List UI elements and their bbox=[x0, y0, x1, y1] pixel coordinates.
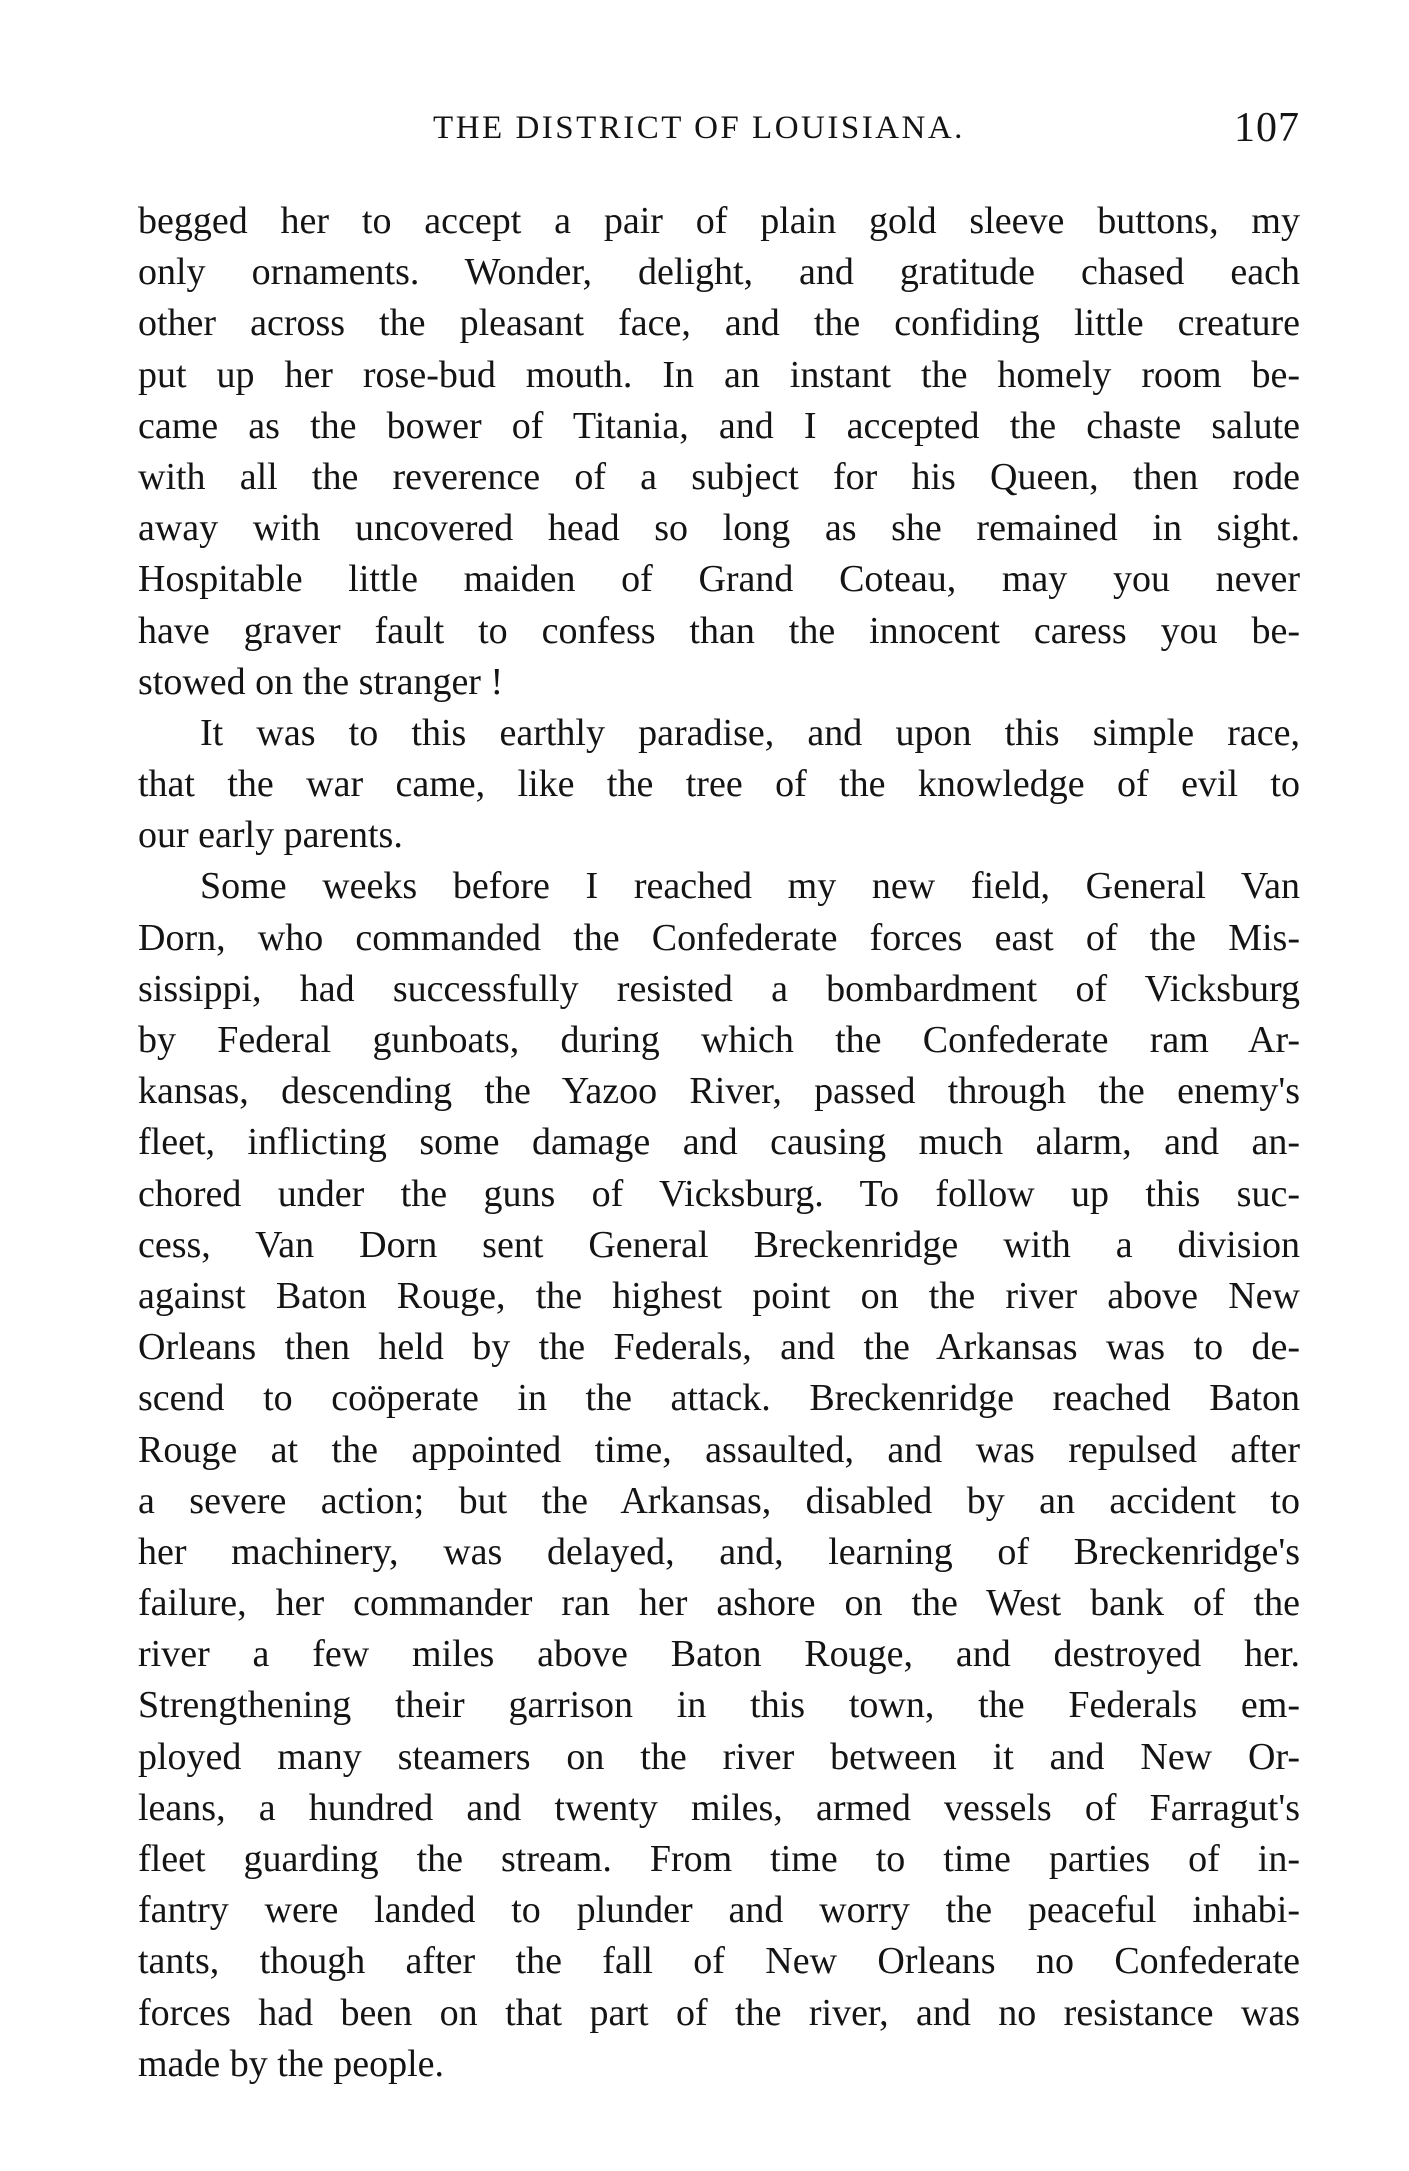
text-line: with all the reverence of a subject for his Queen, then rode bbox=[138, 455, 1300, 498]
paragraph-2 bbox=[138, 708, 1300, 862]
body-text bbox=[138, 196, 1300, 2090]
text-line: Hospitable little maiden of Grand Coteau, may you never bbox=[138, 558, 1300, 601]
text-line: only ornaments. Wonder, delight, and gratitude chased each bbox=[138, 251, 1300, 294]
text-line: her machinery, was delayed, and, learning of Breckenridge's bbox=[138, 1530, 1300, 1573]
text-line: by Federal gunboats, during which the Confederate ram Ar- bbox=[138, 1019, 1300, 1061]
paragraph-1 bbox=[138, 196, 1300, 708]
text-line: Rouge at the appointed time, assaulted, and was repulsed after bbox=[138, 1428, 1300, 1471]
text-line: forces had been on that part of the river, and no resistance was bbox=[138, 1991, 1300, 2034]
text-line: Strengthening their garrison in this town, the Federals em- bbox=[138, 1684, 1300, 1727]
text-line: failure, her commander ran her ashore on the West bank of the bbox=[138, 1582, 1300, 1625]
text-line: away with uncovered head so long as she remained in sight. bbox=[138, 507, 1300, 550]
text-line: have graver fault to confess than the innocent caress you be- bbox=[138, 609, 1300, 652]
text-line: put up her rose-bud mouth. In an instant the homely room be- bbox=[138, 353, 1300, 396]
text-line: stowed on the stranger ! bbox=[138, 660, 504, 703]
text-line: sissippi, had successfully resisted a bombardment of Vicksburg bbox=[138, 967, 1300, 1010]
text-line: It was to this earthly paradise, and upon this simple race, bbox=[200, 711, 1300, 754]
text-line: begged her to accept a pair of plain gold sleeve buttons, my bbox=[138, 200, 1300, 242]
text-line: Orleans then held by the Federals, and the Arkansas was to de- bbox=[138, 1326, 1300, 1369]
running-head bbox=[138, 104, 1300, 164]
paragraph-3 bbox=[138, 861, 1300, 2090]
text-line: against Baton Rouge, the highest point on the river above New bbox=[138, 1274, 1300, 1317]
text-line: that the war came, like the tree of the knowledge of evil to bbox=[138, 763, 1300, 806]
text-line: fantry were landed to plunder and worry the peaceful inhabi- bbox=[138, 1889, 1300, 1932]
text-line: came as the bower of Titania, and I accepted the chaste salute bbox=[138, 404, 1300, 447]
text-line: ployed many steamers on the river between it and New Or- bbox=[138, 1735, 1300, 1778]
page-number: 107 bbox=[1234, 105, 1300, 151]
text-line: chored under the guns of Vicksburg. To follow up this suc- bbox=[138, 1172, 1300, 1215]
text-line: our early parents. bbox=[138, 814, 403, 857]
text-line: Dorn, who commanded the Confederate forces east of the Mis- bbox=[138, 916, 1300, 959]
text-line: leans, a hundred and twenty miles, armed vessels of Farragut's bbox=[138, 1786, 1300, 1829]
running-head-title: THE DISTRICT OF LOUISIANA. bbox=[433, 110, 965, 146]
text-line: made by the people. bbox=[138, 2042, 445, 2085]
text-line: Some weeks before I reached my new field, General Van bbox=[200, 865, 1300, 908]
text-line: a severe action; but the Arkansas, disabled by an accident to bbox=[138, 1479, 1300, 1522]
text-line: cess, Van Dorn sent General Breckenridge with a division bbox=[138, 1223, 1300, 1266]
text-line: scend to coöperate in the attack. Breckenridge reached Baton bbox=[138, 1377, 1300, 1420]
text-line: other across the pleasant face, and the confiding little creature bbox=[138, 302, 1300, 345]
text-line: fleet guarding the stream. From time to time parties of in- bbox=[138, 1838, 1300, 1880]
text-line: tants, though after the fall of New Orleans no Confederate bbox=[138, 1940, 1300, 1983]
text-line: fleet, inflicting some damage and causing much alarm, and an- bbox=[138, 1121, 1300, 1164]
text-line: river a few miles above Baton Rouge, and destroyed her. bbox=[138, 1633, 1300, 1676]
text-line: kansas, descending the Yazoo River, passed through the enemy's bbox=[138, 1070, 1300, 1113]
